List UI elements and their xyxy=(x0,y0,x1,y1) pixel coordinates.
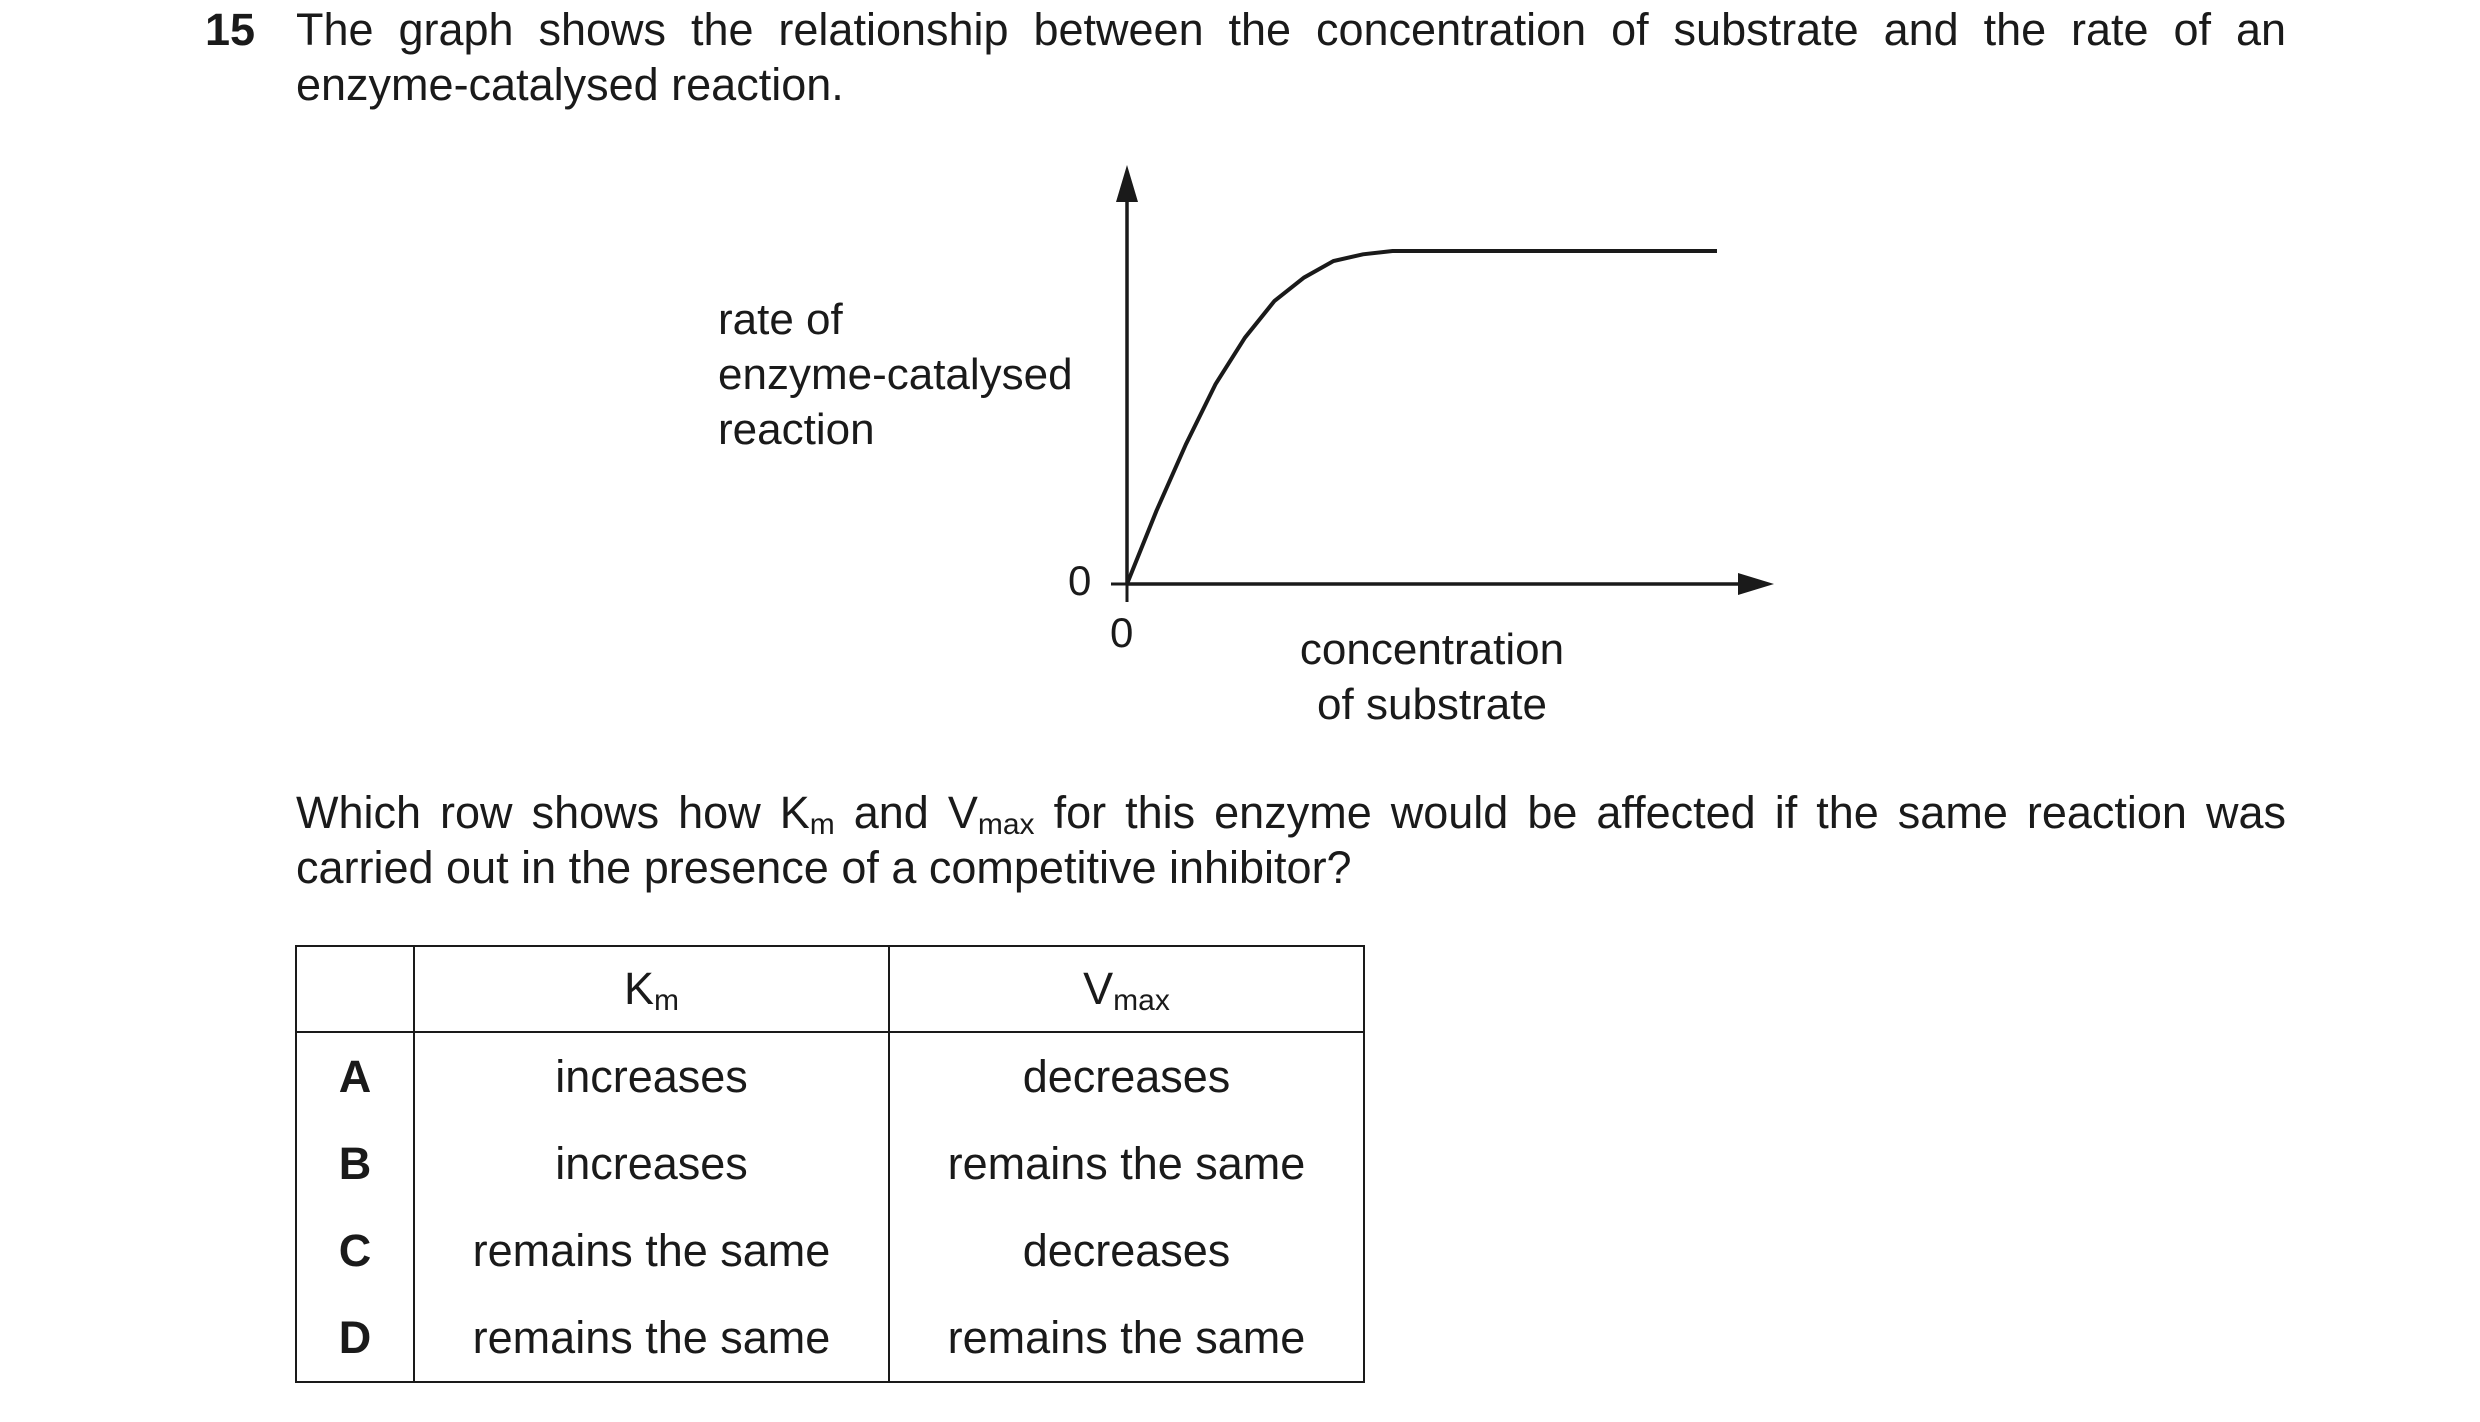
km-symbol: K xyxy=(623,963,654,1014)
prompt-text: Which row shows how K xyxy=(296,787,810,838)
vmax-subscript: max xyxy=(977,808,1035,841)
table-row[interactable] xyxy=(296,1032,1364,1120)
y-axis-label-line: rate of xyxy=(718,295,843,344)
vmax-effect: remains the same xyxy=(889,1120,1364,1207)
answer-table xyxy=(295,945,1365,1383)
option-letter: C xyxy=(296,1207,414,1294)
y-axis-origin-label: 0 xyxy=(1068,557,1092,604)
km-subscript: m xyxy=(809,808,835,841)
header-km-cell xyxy=(414,946,889,1032)
option-letter: A xyxy=(296,1032,414,1120)
y-axis-label-line: reaction xyxy=(718,405,875,454)
vmax-effect: remains the same xyxy=(889,1294,1364,1382)
option-letter: D xyxy=(296,1294,414,1382)
rate-curve xyxy=(1127,251,1717,584)
prompt-text: and V xyxy=(834,787,978,838)
km-effect: increases xyxy=(414,1120,889,1207)
header-letter-cell xyxy=(296,946,414,1032)
question-prompt xyxy=(296,785,2286,895)
question-stem: The graph shows the relationship between the concentration of substrate and the rate of an enzyme-catalysed reaction. xyxy=(296,4,2286,110)
table-header-row xyxy=(296,946,1364,1032)
vmax-effect: decreases xyxy=(889,1207,1364,1294)
km-subscript: m xyxy=(654,984,679,1017)
vmax-effect: decreases xyxy=(889,1032,1364,1120)
km-effect: increases xyxy=(414,1032,889,1120)
x-axis-label-line: of substrate xyxy=(1317,680,1547,729)
km-effect: remains the same xyxy=(414,1207,889,1294)
km-effect: remains the same xyxy=(414,1294,889,1382)
x-axis-origin-label: 0 xyxy=(1110,609,1134,656)
table-row[interactable] xyxy=(296,1207,1364,1294)
vmax-subscript: max xyxy=(1113,984,1170,1017)
table-row[interactable] xyxy=(296,1120,1364,1207)
x-axis-label-line: concentration xyxy=(1299,625,1565,674)
y-axis-label xyxy=(718,292,1073,457)
header-vmax-cell xyxy=(889,946,1364,1032)
x-axis-arrowhead xyxy=(1738,573,1774,595)
x-axis-label xyxy=(1282,622,1582,732)
y-axis-arrowhead xyxy=(1116,165,1138,202)
y-axis-label-line: enzyme-catalysed xyxy=(718,350,1073,399)
option-letter: B xyxy=(296,1120,414,1207)
table-row[interactable] xyxy=(296,1294,1364,1382)
question-number: 15 xyxy=(205,4,256,55)
prompt-text: for this enzyme would be affected if the same reaction was carried out in the presence of a competitive inhibitor? xyxy=(296,787,2287,893)
vmax-symbol: V xyxy=(1083,963,1114,1014)
